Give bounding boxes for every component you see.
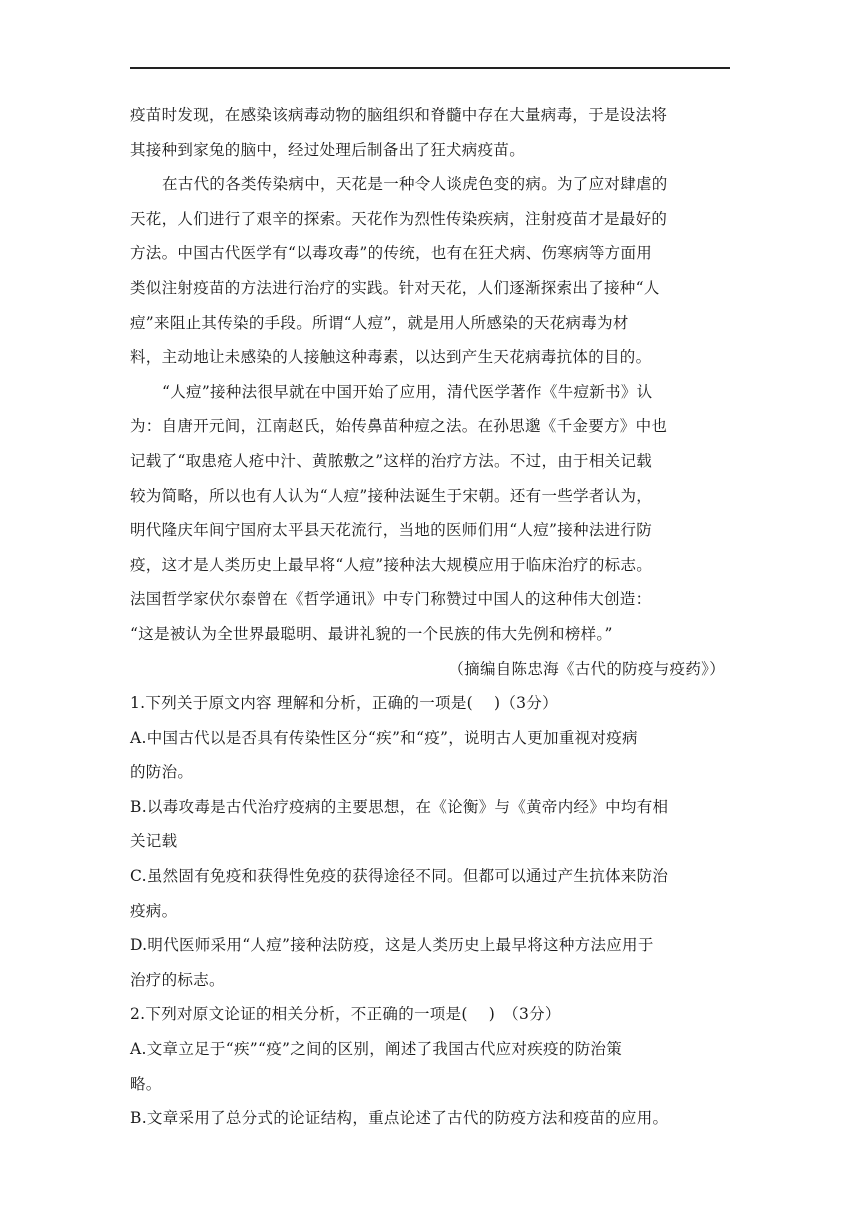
header-rule xyxy=(130,67,730,69)
text-line: 疫，这才是人类历史上最早将“人痘”接种法大规模应用于临床治疗的标志。 xyxy=(130,555,653,574)
text-line: 类似注射疫苗的方法进行治疗的实践。针对天花，人们逐渐探索出了接种“人 xyxy=(130,278,660,297)
option-a[interactable] xyxy=(130,1032,725,1101)
text-line: 为：自唐开元间，江南赵氏，始传鼻苗种痘之法。在孙思邈《千金要方》中也 xyxy=(130,417,668,436)
option-text: A.文章立足于“疾”“疫”之间的区别，阐述了我国古代应对疾疫的防治策 xyxy=(130,1040,623,1059)
text-line: 法国哲学家伏尔泰曾在《哲学通讯》中专门称赞过中国人的这种伟大创造： xyxy=(130,590,652,609)
text-line: 痘”来阻止其传染的手段。所谓“人痘”，就是用人所感染的天花病毒为材 xyxy=(130,313,629,332)
text-line: “人痘”接种法很早就在中国开始了应用，清代医学著作《牛痘新书》认 xyxy=(162,382,653,401)
paragraph-smallpox xyxy=(130,167,725,375)
option-text: D.明代医师采用“人痘”接种法防疫，这是人类历史上最早将这种方法应用于 xyxy=(130,936,654,955)
option-text: C.虽然固有免疫和获得性免疫的获得途径不同。但都可以通过产生抗体来防治 xyxy=(130,867,669,886)
option-text: B.文章采用了总分式的论证结构，重点论述了古代的防疫方法和疫苗的应用。 xyxy=(130,1109,669,1128)
text-line: 疫苗时发现，在感染该病毒动物的脑组织和脊髓中存在大量病毒，于是设法将 xyxy=(130,106,668,124)
option-text: A.中国古代以是否具有传染性区分“疾”和“疫”，说明古人更加重视对疫病 xyxy=(130,728,638,747)
option-d[interactable] xyxy=(130,928,725,997)
question-2 xyxy=(130,997,725,1135)
passage-continued xyxy=(130,98,725,167)
text-line: 天花，人们进行了艰辛的探索。天花作为烈性传染疾病，注射疫苗才是最好的 xyxy=(130,209,668,228)
option-text: 关记载 xyxy=(130,832,178,851)
text-line: 其接种到家兔的脑中，经过处理后制备出了狂犬病疫苗。 xyxy=(130,140,526,159)
text-line: 料，主动地让未感染的人接触这种毒素，以达到产生天花病毒抗体的目的。 xyxy=(130,348,652,367)
paragraph-renpou xyxy=(130,375,725,652)
text-line: “这是被认为全世界最聪明、最讲礼貌的一个民族的伟大先例和榜样。” xyxy=(130,624,613,643)
document-body xyxy=(130,98,725,1136)
option-c[interactable] xyxy=(130,859,725,928)
option-a[interactable] xyxy=(130,721,725,790)
question-stem: 2.下列对原文论证的相关分析，不正确的一项是( ) （3分） xyxy=(130,1005,561,1024)
option-text: 治疗的标志。 xyxy=(130,970,225,989)
text-line: 记载了“取患疮人疮中汁、黄脓敷之”这样的治疗方法。不过，由于相关记载 xyxy=(130,451,653,470)
text-line: 明代隆庆年间宁国府太平县天花流行，当地的医师们用“人痘”接种法进行防 xyxy=(130,521,653,540)
question-1 xyxy=(130,686,725,997)
option-text: 略。 xyxy=(130,1074,162,1093)
source-citation: （摘编自陈忠海《古代的防疫与疫药》） xyxy=(448,659,725,678)
question-stem: 1.下列关于原文内容 理解和分析，正确的一项是( )（3分） xyxy=(130,694,558,713)
option-b[interactable] xyxy=(130,790,725,859)
option-text: B.以毒攻毒是古代治疗疫病的主要思想，在《论衡》与《黄帝内经》中均有相 xyxy=(130,797,669,816)
text-line: 方法。中国古代医学有“以毒攻毒”的传统，也有在狂犬病、伤寒病等方面用 xyxy=(130,244,653,263)
option-text: 的防治。 xyxy=(130,763,194,782)
option-text: 疫病。 xyxy=(130,901,178,920)
text-line: 在古代的各类传染病中，天花是一种令人谈虎色变的病。为了应对肆虐的 xyxy=(162,175,668,194)
option-b[interactable] xyxy=(130,1101,725,1136)
text-line: 较为简略，所以也有人认为“人痘”接种法诞生于宋朝。还有一些学者认为， xyxy=(130,486,653,505)
